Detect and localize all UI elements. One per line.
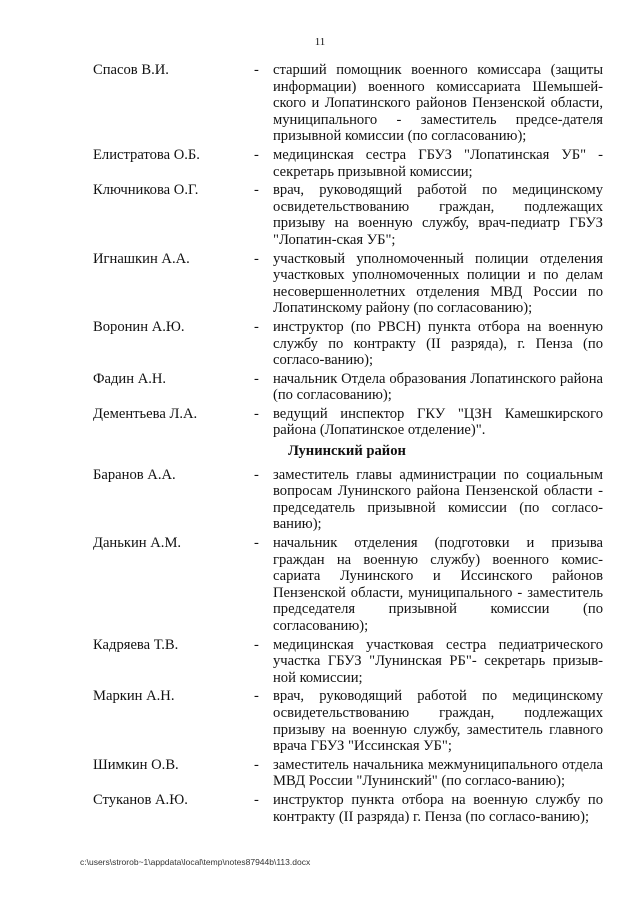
member-entry bbox=[0, 688, 640, 754]
member-entry bbox=[0, 792, 640, 825]
member-name: Воронин А.Ю. bbox=[93, 318, 185, 335]
member-entry bbox=[0, 62, 640, 145]
member-role: участковый уполномоченный полиции отделения участковых уполномоченных полиции и по делам несовершеннолетних отделения МВД России по Лопатинскому району (по согласованию); bbox=[273, 250, 603, 317]
lopatinsky-members bbox=[0, 62, 640, 439]
member-role: начальник отделения (подготовки и призыва граждан на военную службу) военного комис-сариата Лунинского и Иссинского районов Пензенской области, муниципального - заместитель председателя призывной комиссии (по согласованию); bbox=[273, 535, 603, 634]
dash-separator: - bbox=[254, 466, 259, 483]
member-name: Маркин А.Н. bbox=[93, 688, 175, 705]
dash-separator: - bbox=[254, 62, 259, 78]
dash-separator: - bbox=[254, 688, 259, 705]
member-entry bbox=[0, 319, 640, 369]
dash-separator: - bbox=[254, 791, 259, 808]
dash-separator: - bbox=[254, 535, 259, 552]
member-role: инструктор пункта отбора на военную службу по контракту (II разряда) г. Пенза (по согласо-ванию); bbox=[273, 791, 603, 825]
member-name: Данькин А.М. bbox=[93, 535, 182, 552]
dash-separator: - bbox=[254, 636, 259, 653]
dash-separator: - bbox=[254, 250, 259, 267]
dash-separator: - bbox=[254, 370, 259, 387]
member-role: медицинская участковая сестра педиатрического участка ГБУЗ "Лунинская РБ"- секретарь призыв-ной комиссии; bbox=[273, 636, 603, 686]
member-name: Игнашкин А.А. bbox=[93, 250, 190, 267]
member-entry bbox=[0, 371, 640, 404]
member-role: начальник Отдела образования Лопатинского района (по согласованию); bbox=[273, 370, 603, 404]
member-role: старший помощник военного комиссара (защиты информации) военного комиссариата Шемышей-ского и Лопатинского районов Пензенской области, муниципального - заместитель предсе-дателя призывной комиссии (по согласованию); bbox=[273, 62, 603, 145]
commission-list bbox=[0, 62, 640, 827]
member-name: Спасов В.И. bbox=[93, 62, 169, 78]
member-role: заместитель начальника межмуниципального отдела МВД России "Лунинский" (по согласо-ванию); bbox=[273, 756, 603, 790]
luninsky-members bbox=[0, 467, 640, 825]
member-entry bbox=[0, 535, 640, 635]
member-entry bbox=[0, 251, 640, 317]
member-name: Баранов А.А. bbox=[93, 466, 176, 483]
page-number: 11 bbox=[314, 36, 326, 48]
member-entry bbox=[0, 182, 640, 248]
member-name: Елистратова О.Б. bbox=[93, 146, 200, 163]
member-entry bbox=[0, 637, 640, 687]
file-path-footer: c:\users\strorob~1\appdata\local\temp\notes87944b\113.docx bbox=[80, 857, 311, 867]
member-role: ведущий инспектор ГКУ "ЦЗН Камешкирского района (Лопатинское отделение)". bbox=[273, 405, 603, 439]
member-entry bbox=[0, 147, 640, 180]
member-name: Стуканов А.Ю. bbox=[93, 791, 188, 808]
member-name: Дементьева Л.А. bbox=[93, 405, 198, 422]
dash-separator: - bbox=[254, 756, 259, 773]
member-name: Ключникова О.Г. bbox=[93, 182, 199, 199]
member-role: врач, руководящий работой по медицинскому освидетельствованию граждан, подлежащих призыву на военную службу, заместитель главного врача ГБУЗ "Иссинская УБ"; bbox=[273, 688, 603, 755]
member-entry bbox=[0, 406, 640, 439]
member-role: заместитель главы администрации по социальным вопросам Лунинского района Пензенской области - председатель призывной комиссии (по согласо-ванию); bbox=[273, 466, 603, 533]
member-name: Фадин А.Н. bbox=[93, 370, 167, 387]
member-role: инструктор (по РВСН) пункта отбора на военную службу по контракту (II разряда), г. Пенза (по согласо-ванию); bbox=[273, 318, 603, 369]
member-role: медицинская сестра ГБУЗ "Лопатинская УБ" - секретарь призывной комиссии; bbox=[273, 146, 603, 180]
member-entry bbox=[0, 467, 640, 533]
dash-separator: - bbox=[254, 182, 259, 199]
member-role: врач, руководящий работой по медицинскому освидетельствованию граждан, подлежащих призыву на военную службу, врач-педиатр ГБУЗ "Лопатин-ская УБ"; bbox=[273, 182, 603, 248]
section-heading: Лунинский район bbox=[288, 443, 406, 460]
dash-separator: - bbox=[254, 318, 259, 335]
member-entry bbox=[0, 757, 640, 790]
dash-separator: - bbox=[254, 405, 259, 422]
dash-separator: - bbox=[254, 146, 259, 163]
member-name: Шимкин О.В. bbox=[93, 756, 179, 773]
member-name: Кадряева Т.В. bbox=[93, 636, 179, 653]
